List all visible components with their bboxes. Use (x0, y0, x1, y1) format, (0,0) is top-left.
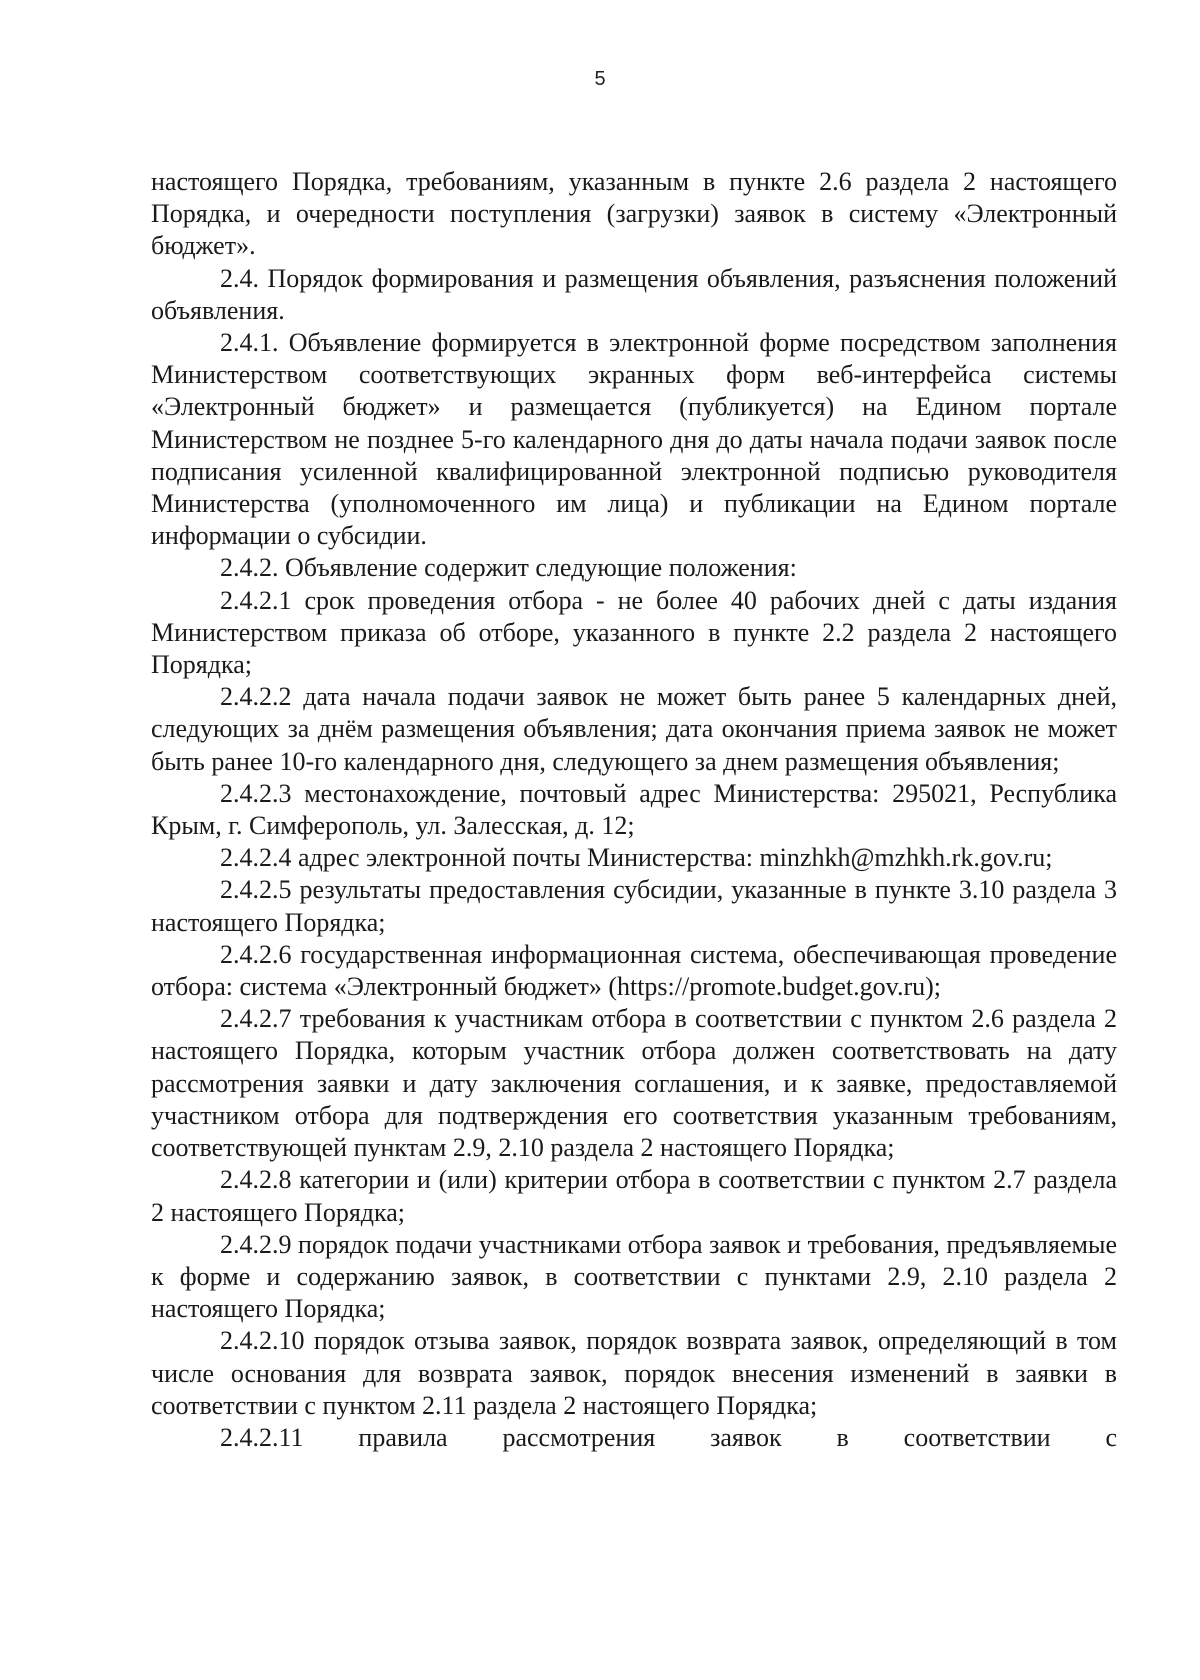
document-body (151, 166, 1117, 1454)
paragraph: 2.4.2.7 требования к участникам отбора в соответствии с пунктом 2.6 раздела 2 настоящего Порядка, которым участник отбора должен соответствовать на дату рассмотрения заявки и дату заключения соглашения, и к заявке, предоставляемой участником отбора для подтверждения его соответствия указанным требованиям, соответствующей пунктам 2.9, 2.10 раздела 2 настоящего Порядка; (151, 1004, 1117, 1163)
paragraph: 2.4.1. Объявление формируется в электронной форме посредством заполнения Министерством соответствующих экранных форм веб-интерфейса системы «Электронный бюджет» и размещается (публикуется) на Едином портале Министерством не позднее 5-го календарного дня до даты начала подачи заявок после подписания усиленной квалифицированной электронной подписью руководителя Министерства (уполномоченного им лица) и публикации на Едином портале информации о субсидии. (151, 328, 1117, 551)
paragraph: 2.4.2.11 правила рассмотрения заявок в соответствии с (220, 1422, 1117, 1452)
paragraph: 2.4.2. Объявление содержит следующие положения: (220, 553, 797, 583)
paragraph: 2.4.2.6 государственная информационная система, обеспечивающая проведение отбора: система «Электронный бюджет» (https://promote.budget.gov.ru); (151, 939, 1117, 1002)
paragraph: 2.4.2.1 срок проведения отбора - не более 40 рабочих дней с даты издания Министерством приказа об отборе, указанного в пункте 2.2 раздела 2 настоящего Порядка; (151, 585, 1117, 680)
page-number: 5 (594, 68, 606, 90)
paragraph: настоящего Порядка, требованиям, указанным в пункте 2.6 раздела 2 настоящего Порядка, и очередности поступления (загрузки) заявок в систему «Электронный бюджет». (151, 167, 1117, 261)
paragraph: 2.4.2.4 адрес электронной почты Министерства: minzhkh@mzhkh.rk.gov.ru; (220, 843, 1053, 873)
paragraph: 2.4.2.8 категории и (или) критерии отбора в соответствии с пунктом 2.7 раздела 2 настоящего Порядка; (151, 1165, 1117, 1227)
paragraph: 2.4.2.2 дата начала подачи заявок не может быть ранее 5 календарных дней, следующих за днём размещения объявления; дата окончания приема заявок не может быть ранее 10-го календарного дня, следующего за днем размещения объявления; (151, 682, 1117, 776)
paragraph: 2.4. Порядок формирования и размещения объявления, разъяснения положений объявления. (151, 263, 1117, 325)
paragraph: 2.4.2.3 местонахождение, почтовый адрес Министерства: 295021, Республика Крым, г. Симферополь, ул. Залесская, д. 12; (151, 778, 1117, 841)
paragraph: 2.4.2.9 порядок подачи участниками отбора заявок и требования, предъявляемые к форме и содержанию заявок, в соответствии с пунктами 2.9, 2.10 раздела 2 настоящего Порядка; (151, 1229, 1117, 1324)
paragraph: 2.4.2.10 порядок отзыва заявок, порядок возврата заявок, определяющий в том числе основания для возврата заявок, порядок внесения изменений в заявки в соответствии с пунктом 2.11 раздела 2 настоящего Порядка; (151, 1326, 1117, 1420)
paragraph: 2.4.2.5 результаты предоставления субсидии, указанные в пункте 3.10 раздела 3 настоящего Порядка; (151, 875, 1117, 937)
